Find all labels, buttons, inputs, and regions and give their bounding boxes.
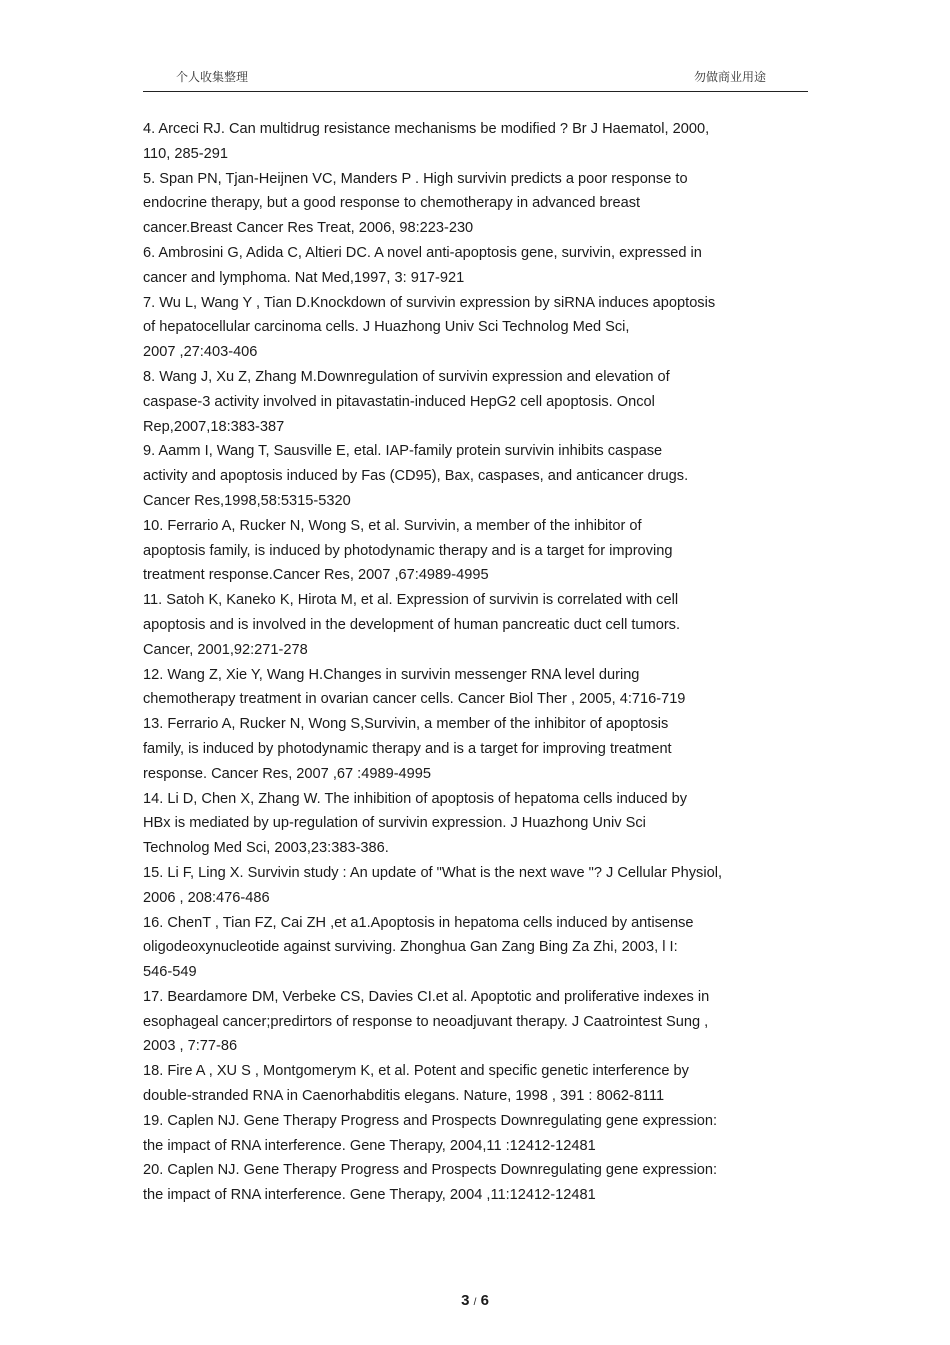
header-right-text: 勿做商业用途 bbox=[693, 70, 766, 84]
ref-line: 4. Arceci RJ. Can multidrug resistance mechanisms be modified ? Br J Haematol, 2000, bbox=[143, 121, 710, 137]
reference-list bbox=[143, 117, 808, 1208]
ref-line: 8. Wang J, Xu Z, Zhang M.Downregulation of survivin expression and elevation of bbox=[143, 368, 670, 385]
ref-line: 9. Aamm I, Wang T, Sausville E, etal. IAP-family protein survivin inhibits caspase bbox=[143, 443, 663, 460]
ref-line: 12. Wang Z, Xie Y, Wang H.Changes in survivin messenger RNA level during bbox=[143, 666, 640, 683]
ref-line: 16. ChenT , Tian FZ, Cai ZH ,et a1.Apoptosis in hepatoma cells induced by antisense bbox=[143, 914, 694, 931]
ref-line: 2003 , 7:77-86 bbox=[143, 1038, 238, 1055]
ref-line: 20. Caplen NJ. Gene Therapy Progress and Prospects Downregulating gene expression: bbox=[143, 1162, 718, 1179]
ref-line: cancer and lymphoma. Nat Med,1997, 3: 917-921 bbox=[143, 269, 465, 286]
ref-line: oligodeoxynucleotide against surviving. Zhonghua Gan Zang Bing Za Zhi, 2003, l I: bbox=[143, 939, 678, 956]
ref-line: Cancer Res,1998,58:5315-5320 bbox=[143, 492, 351, 509]
ref-line: double-stranded RNA in Caenorhabditis elegans. Nature, 1998 , 391 : 8062-8111 bbox=[143, 1088, 665, 1105]
ref-line: 17. Beardamore DM, Verbeke CS, Davies CI.et al. Apoptotic and proliferative indexes in bbox=[143, 988, 710, 1005]
ref-line: of hepatocellular carcinoma cells. J Huazhong Univ Sci Technolog Med Sci, bbox=[143, 319, 630, 336]
page-number bbox=[0, 1292, 950, 1309]
ref-line: 14. Li D, Chen X, Zhang W. The inhibition of apoptosis of hepatoma cells induced by bbox=[143, 790, 688, 807]
ref-line: the impact of RNA interference. Gene Therapy, 2004,11 :12412-12481 bbox=[143, 1137, 596, 1154]
ref-line: the impact of RNA interference. Gene Therapy, 2004 ,11:12412-12481 bbox=[143, 1187, 596, 1204]
ref-line: 18. Fire A , XU S , Montgomerym K, et al. Potent and specific genetic interference by bbox=[143, 1063, 689, 1080]
ref-line: 10. Ferrario A, Rucker N, Wong S, et al. Survivin, a member of the inhibitor of bbox=[143, 517, 642, 534]
ref-line: 2007 ,27:403-406 bbox=[143, 344, 258, 361]
page-total: 6 bbox=[480, 1292, 489, 1309]
ref-line: Rep,2007,18:383-387 bbox=[143, 418, 285, 435]
page-header bbox=[143, 68, 808, 92]
ref-line: 6. Ambrosini G, Adida C, Altieri DC. A novel anti-apoptosis gene, survivin, expressed in bbox=[143, 244, 702, 261]
page-current: 3 bbox=[461, 1292, 470, 1309]
ref-line: 7. Wu L, Wang Y , Tian D.Knockdown of survivin expression by siRNA induces apoptosis bbox=[143, 294, 716, 311]
ref-line: family, is induced by photodynamic therapy and is a target for improving treatment bbox=[143, 740, 672, 757]
ref-line: HBx is mediated by up-regulation of survivin expression. J Huazhong Univ Sci bbox=[143, 815, 646, 832]
ref-line: 15. Li F, Ling X. Survivin study : An update of "What is the next wave "? J Cellular Physiol, bbox=[143, 864, 722, 881]
ref-line: 5. Span PN, Tjan-Heijnen VC, Manders P . High survivin predicts a poor response to bbox=[143, 170, 688, 187]
ref-line: apoptosis family, is induced by photodynamic therapy and is a target for improving bbox=[143, 542, 673, 559]
header-left-text: 个人收集整理 bbox=[176, 70, 249, 84]
ref-line: 110, 285-291 bbox=[143, 145, 228, 162]
ref-line: esophageal cancer;predirtors of response to neoadjuvant therapy. J Caatrointest Sung , bbox=[143, 1013, 709, 1030]
ref-line: activity and apoptosis induced by Fas (CD95), Bax, caspases, and anticancer drugs. bbox=[143, 468, 689, 485]
ref-line: 19. Caplen NJ. Gene Therapy Progress and Prospects Downregulating gene expression: bbox=[143, 1112, 718, 1129]
ref-line: endocrine therapy, but a good response to chemotherapy in advanced breast bbox=[143, 195, 641, 212]
ref-line: 13. Ferrario A, Rucker N, Wong S,Survivin, a member of the inhibitor of apoptosis bbox=[143, 716, 669, 733]
ref-line: chemotherapy treatment in ovarian cancer cells. Cancer Biol Ther , 2005, 4:716-719 bbox=[143, 691, 686, 708]
ref-line: response. Cancer Res, 2007 ,67 :4989-4995 bbox=[143, 765, 432, 782]
page-separator: / bbox=[473, 1297, 477, 1308]
ref-line: 546-549 bbox=[143, 964, 197, 981]
ref-line: Cancer, 2001,92:271-278 bbox=[143, 641, 308, 658]
ref-line: Technolog Med Sci, 2003,23:383-386. bbox=[143, 840, 389, 857]
ref-line: 2006 , 208:476-486 bbox=[143, 889, 270, 906]
ref-line: apoptosis and is involved in the development of human pancreatic duct cell tumors. bbox=[143, 616, 681, 633]
ref-line: cancer.Breast Cancer Res Treat, 2006, 98:223-230 bbox=[143, 220, 474, 237]
ref-line: treatment response.Cancer Res, 2007 ,67:4989-4995 bbox=[143, 567, 489, 584]
ref-line: caspase-3 activity involved in pitavastatin-induced HepG2 cell apoptosis. Oncol bbox=[143, 393, 655, 410]
ref-line: 11. Satoh K, Kaneko K, Hirota M, et al. Expression of survivin is correlated with cell bbox=[143, 592, 679, 609]
